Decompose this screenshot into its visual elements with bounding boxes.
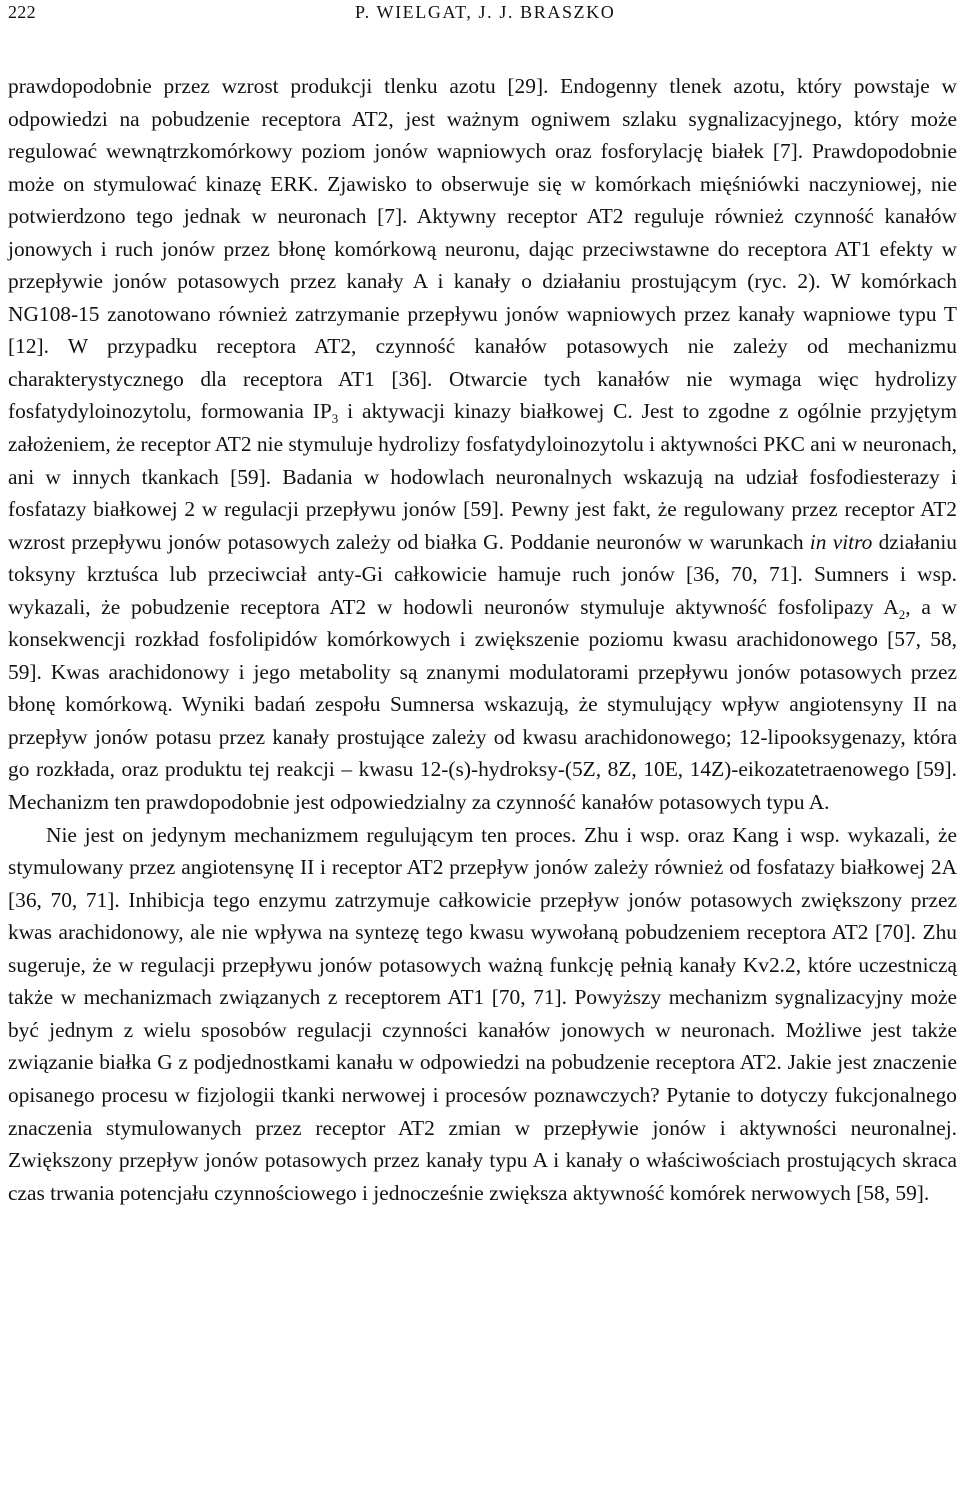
- paragraph-1-part-2: i aktywacji kinazy białkowej C. Jest to zgodne z ogólnie przyjętym założeniem, że receptor AT2 nie stymuluje hydrolizy fosfatydyloinozytolu i aktywności PKC ani w neuronach, ani w innych tkankach [59]. Badania w hodowlach neuronalnych wskazują na udział fosfodiesterazy i fosfatazy białkowej 2 w regulacji przepływu jonów [59]. Pewny jest fakt, że regulowany przez receptor AT2 wzrost przepływu jonów potasowych zależy od białka G. Poddanie neuronów w warunkach: [8, 399, 957, 554]
- subscript-a2: 2: [898, 606, 906, 622]
- running-head: P. WIELGAT, J. J. BRASZKO: [355, 2, 616, 22]
- page-number: 222: [8, 2, 36, 22]
- paragraph-1-part-1: prawdopodobnie przez wzrost produkcji tlenku azotu [29]. Endogenny tlenek azotu, który powstaje w odpowiedzi na pobudzenie receptora AT2, jest ważnym ogniwem szlaku sygnalizacyjnego, który może regulować wewnątrzkomórkowy poziom jonów wapniowych oraz fosforylację białek [7]. Prawdopodobnie może on stymulować kinazę ERK. Zjawisko to obserwuje się w komórkach mięśniówki naczyniowej, nie potwierdzono tego jednak w neuronach [7]. Aktywny receptor AT2 reguluje również czynność kanałów jonowych i ruch jonów przez błonę komórkową neuronu, dając przeciwstawne do receptora AT1 efekty w przepływie jonów potasowych przez kanały A i kanały o działaniu prostującym (ryc. 2). W komórkach NG108-15 zanotowano również zatrzymanie przepływu jonów wapniowych przez kanały wapniowe typu T [12]. W przypadku receptora AT2, czynność kanałów potasowych nie zależy od mechanizmu charakterystycznego dla receptora AT1 [36]. Otwarcie tych kanałów nie wymaga więc hydrolizy fosfatydyloinozytolu, formowania IP: [8, 74, 957, 424]
- page-header: [0, 0, 960, 30]
- body-text: [8, 70, 957, 1209]
- paragraph-1: [8, 70, 957, 819]
- paragraph-2: Nie jest on jedynym mechanizmem regulującym ten proces. Zhu i wsp. oraz Kang i wsp. wykazali, że stymulowany przez angiotensynę II i receptor AT2 przepływ jonów zależy również od fosfatazy białkowej 2A [36, 70, 71]. Inhibicja tego enzymu zatrzymuje całkowicie przepływ jonów potasowych zwiększony przez kwas arachidonowy, ale nie wpływa na syntezę tego kwasu wywołaną pobudzeniem receptora AT2 [70]. Zhu sugeruje, że w regulacji przepływu jonów potasowych ważną funkcję pełnią kanały Kv2.2, które uczestniczą także w mechanizmach związanych z receptorem AT1 [70, 71]. Powyższy mechanizm sygnalizacyjny może być jednym z wielu sposobów regulacji czynności kanałów jonowych w neuronach. Możliwe jest także związanie białka G z podjednostkami kanału w odpowiedzi na pobudzenie receptora AT2. Jakie jest znaczenie opisanego procesu w fizjologii tkanki nerwowej i procesów poznawczych? Pytanie to dotyczy fukcjonalnego znaczenia stymulowanych przez receptor AT2 zmian w przepływie jonów i aktywności neuronalnej. Zwiększony przepływ jonów potasowych przez kanały typu A i kanały o właściwościach prostujących skraca czas trwania potencjału czynnościowego i jednocześnie zwiększa aktywność komórek nerwowych [58, 59].: [8, 822, 957, 1205]
- paragraph-1-part-3: działaniu toksyny krztuśca lub przeciwciał anty-Gi całkowicie hamuje ruch jonów [36, 70, 71]. Sumners i wsp. wykazali, że pobudzenie receptora AT2 w hodowli neuronów stymuluje aktywność fosfolipazy A: [8, 529, 958, 619]
- subscript-ip3: 3: [331, 411, 339, 427]
- italic-in-vitro: in vitro: [809, 529, 873, 554]
- paragraph-1-part-4: , a w konsekwencji rozkład fosfolipidów komórkowych i zwiększenie poziomu kwasu arachidonowego [57, 58, 59]. Kwas arachidonowy i jego metabolity są znanymi modulatorami przepływu jonów potasowych przez błonę komórkową. Wyniki badań zespołu Sumnersa wskazują, że stymulujący wpływ angiotensyny II na przepływ jonów potasu przez kanały prostujące zależy od kwasu arachidonowego; 12-lipooksygenazy, która go rozkłada, oraz produktu tej reakcji – kwasu 12-(s)-hydroksy-(5Z, 8Z, 10E, 14Z)-eikozatetraenowego [59]. Mechanizm ten prawdopodobnie jest odpowiedzialny za czynność kanałów potasowych typu A.: [8, 594, 957, 815]
